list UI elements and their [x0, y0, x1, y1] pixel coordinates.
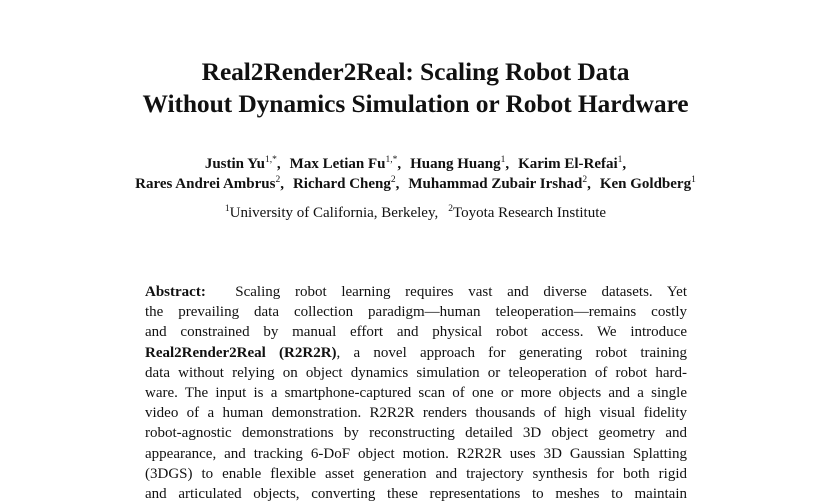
affiliation-mark: 2: [448, 204, 453, 214]
abstract: [145, 282, 687, 504]
method-name: Real2Render2Real (R2R2R): [145, 344, 337, 361]
abstract-line: (3DGS) to enable flexible asset generation and trajectory synthesis for both rigid: [145, 465, 687, 482]
author: [518, 156, 622, 172]
abstract-line: [145, 282, 687, 302]
abstract-text: Scaling robot learning requires vast and diverse datasets. Yet: [235, 284, 687, 300]
author-affiliation-mark: 2: [582, 175, 588, 185]
abstract-line: appearance, and tracking 6-DoF object motion. R2R2R uses 3D Gaussian Splatting: [145, 445, 687, 462]
affiliation-mark: 1: [224, 204, 230, 214]
author: [408, 176, 587, 192]
author-affiliation-mark: 1,*: [385, 155, 398, 165]
author-name: Karim El-Refai: [518, 156, 618, 172]
author-name: Max Letian Fu: [289, 156, 386, 172]
author-affiliation-mark: 2: [390, 175, 396, 185]
abstract-line: ware. The input is a smartphone-captured scan of one or more objects and a single: [145, 384, 687, 401]
author-affiliation-mark: 1,*: [265, 155, 277, 165]
author-name: Huang Huang: [410, 156, 501, 172]
author-affiliation-mark: 2: [275, 175, 281, 185]
title-line-1: Real2Render2Real: Scaling Robot Data: [201, 57, 630, 86]
author: [600, 176, 696, 192]
affiliation: [225, 205, 438, 221]
abstract-line: and constrained by manual effort and physical robot access. We introduce: [145, 324, 687, 341]
author-name: Muhammad Zubair Irshad: [408, 176, 583, 192]
author: [293, 176, 396, 192]
abstract-line: [145, 343, 687, 363]
author-affiliation-mark: 1: [500, 155, 506, 165]
title-line-2: Without Dynamics Simulation or Robot Hardware: [142, 89, 689, 118]
author-affiliation-mark: 1: [691, 175, 696, 185]
author: [135, 176, 280, 192]
author-name: Justin Yu: [204, 156, 266, 172]
author-name: Rares Andrei Ambrus: [135, 176, 276, 192]
author: [290, 156, 398, 172]
abstract-label: Abstract:: [145, 284, 206, 300]
abstract-line: robot-agnostic demonstrations by reconstructing detailed 3D object geometry and: [145, 425, 687, 442]
abstract-line: the prevailing data collection paradigm—human teleoperation—remains costly: [145, 304, 687, 321]
abstract-line: video of a human demonstration. R2R2R renders thousands of high visual fidelity: [145, 405, 687, 422]
author-list-row-1: Justin $Yu^{1,*}$, Max Letian $Fu^{1,*}$, Huang Huang$^1$, Karim El-Refai$^1$,: [204, 155, 627, 172]
abstract-line: data without relying on object dynamics simulation or teleoperation of robot hard-: [145, 364, 687, 381]
author-list-row-2: Rares Andrei Ambrus$^2$, Richard Cheng$^2$, Muhammad Zubair Irshad$^2$, Ken Goldberg$^1$: [135, 175, 696, 192]
author-name: Richard Cheng: [292, 176, 391, 192]
affiliations: [0, 202, 831, 224]
abstract-line: and articulated objects, converting these representations to meshes to maintain: [145, 485, 687, 502]
author: [205, 156, 277, 172]
abstract-text: , a novel approach for generating robot training: [336, 344, 687, 361]
affiliation: [448, 205, 606, 221]
affiliation-name: University of California, Berkeley,: [229, 205, 439, 221]
author: [410, 156, 505, 172]
author-name: Ken Goldberg: [599, 176, 692, 192]
author-affiliation-mark: 1: [617, 155, 623, 165]
affiliation-name: Toyota Research Institute: [452, 205, 607, 221]
